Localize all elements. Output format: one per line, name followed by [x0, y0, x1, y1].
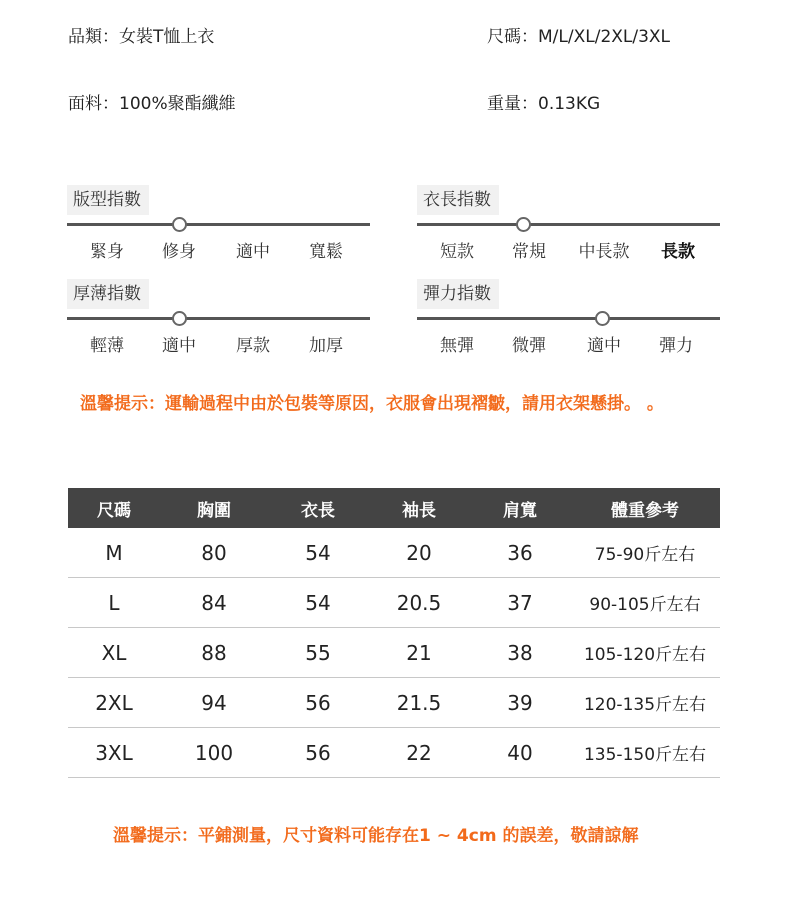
- chest-cell: 84: [160, 578, 268, 628]
- column-header: 肩寬: [470, 488, 570, 528]
- thickness-index-label: 輕薄: [90, 336, 124, 356]
- sleeve-cell: 20.5: [368, 578, 470, 628]
- table-row: [68, 578, 720, 628]
- length-index-track: [417, 223, 720, 226]
- thickness-index-track: [67, 317, 370, 320]
- size-cell: L: [68, 578, 160, 628]
- shoulder-cell: 37: [470, 578, 570, 628]
- size-table-header: [68, 488, 720, 528]
- category-info: 品類：女裝T恤上衣: [68, 27, 215, 47]
- length-index-knob: [516, 217, 531, 232]
- length-cell: 54: [268, 578, 368, 628]
- thickness-index-title: 厚薄指數: [67, 279, 149, 309]
- elasticity-index-track: [417, 317, 720, 320]
- sleeve-cell: 20: [368, 528, 470, 578]
- thickness-index-label: 加厚: [309, 336, 343, 356]
- table-row: [68, 678, 720, 728]
- weight-cell: 90-105斤左右: [570, 578, 720, 628]
- weight-cell: 120-135斤左右: [570, 678, 720, 728]
- table-row: [68, 628, 720, 678]
- fit-index-label: 寬鬆: [309, 242, 343, 262]
- table-row: [68, 528, 720, 578]
- fit-index-label: 適中: [236, 242, 270, 262]
- size-cell: XL: [68, 628, 160, 678]
- fit-index-label: 緊身: [90, 242, 124, 262]
- fit-index-label: 修身: [162, 242, 196, 262]
- elasticity-index-label: 彈力: [659, 336, 693, 356]
- column-header: 尺碼: [68, 488, 160, 528]
- fit-index: [67, 185, 370, 262]
- thickness-index-label: 厚款: [236, 336, 270, 356]
- elasticity-index: [417, 279, 720, 356]
- size-cell: 3XL: [68, 728, 160, 778]
- length-index: [417, 185, 720, 262]
- elasticity-index-title: 彈力指數: [417, 279, 499, 309]
- shoulder-cell: 40: [470, 728, 570, 778]
- size-cell: 2XL: [68, 678, 160, 728]
- table-row: [68, 728, 720, 778]
- sleeve-cell: 21: [368, 628, 470, 678]
- thickness-index-label: 適中: [162, 336, 196, 356]
- fit-index-title: 版型指數: [67, 185, 149, 215]
- elasticity-index-label: 無彈: [440, 336, 474, 356]
- length-cell: 54: [268, 528, 368, 578]
- elasticity-index-knob: [595, 311, 610, 326]
- chest-cell: 100: [160, 728, 268, 778]
- thickness-index-knob: [172, 311, 187, 326]
- length-cell: 56: [268, 728, 368, 778]
- length-index-label: 短款: [440, 242, 474, 262]
- length-index-label: 長款: [661, 242, 695, 262]
- length-index-title: 衣長指數: [417, 185, 499, 215]
- sleeve-cell: 22: [368, 728, 470, 778]
- length-index-label: 中長款: [578, 242, 630, 262]
- sleeve-cell: 21.5: [368, 678, 470, 728]
- column-header: 袖長: [368, 488, 470, 528]
- fabric-info: 面料：100%聚酯纖維: [68, 94, 236, 114]
- column-header: 體重參考: [570, 488, 720, 528]
- shoulder-cell: 39: [470, 678, 570, 728]
- chest-cell: 88: [160, 628, 268, 678]
- shoulder-cell: 38: [470, 628, 570, 678]
- thickness-index: [67, 279, 370, 356]
- weight-cell: 75-90斤左右: [570, 528, 720, 578]
- size-cell: M: [68, 528, 160, 578]
- elasticity-index-label: 適中: [587, 336, 621, 356]
- fit-index-knob: [172, 217, 187, 232]
- weight-cell: 105-120斤左右: [570, 628, 720, 678]
- column-header: 胸圍: [160, 488, 268, 528]
- chest-cell: 80: [160, 528, 268, 578]
- fit-index-track: [67, 223, 370, 226]
- size-info: 尺碼：M/L/XL/2XL/3XL: [487, 27, 671, 47]
- elasticity-index-label: 微彈: [512, 336, 546, 356]
- shoulder-cell: 36: [470, 528, 570, 578]
- column-header: 衣長: [268, 488, 368, 528]
- weight-info: 重量：0.13KG: [487, 94, 601, 114]
- size-table: [68, 488, 720, 778]
- length-index-label: 常規: [512, 242, 546, 262]
- chest-cell: 94: [160, 678, 268, 728]
- weight-cell: 135-150斤左右: [570, 728, 720, 778]
- measurement-notice: 溫馨提示：平鋪測量，尺寸資料可能存在1 ~ 4cm 的誤差，敬請諒解: [113, 826, 639, 846]
- length-cell: 56: [268, 678, 368, 728]
- length-cell: 55: [268, 628, 368, 678]
- shipping-notice: 溫馨提示：運輸過程中由於包裝等原因，衣服會出現褶皺，請用衣架懸掛。 。: [80, 394, 664, 414]
